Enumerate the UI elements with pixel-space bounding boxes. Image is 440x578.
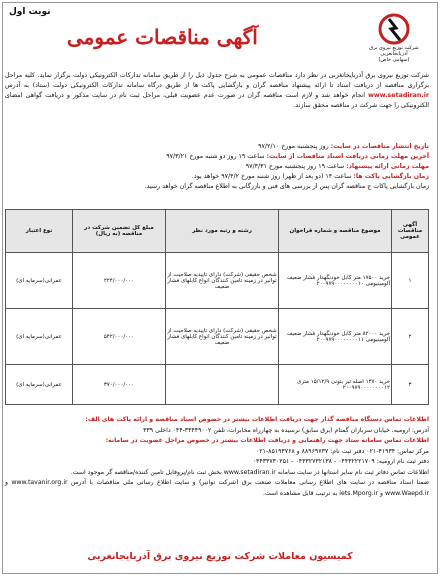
date-doc-deadline: آخرین مهلت زمانی دریافت اسناد مناقصات از سایت: ساعت ۱۹ روز دو شنبه مورخ ۹۷/۳/۲۱: [166, 153, 429, 160]
portal-heading: اطلاعات تماس سامانه ستاد جهت راهنمایی و دریافت اطلاعات بیشتر در خصوص مراحل عضویت در سامانه:: [105, 437, 429, 444]
round-label: نوبت اول: [9, 7, 51, 17]
intro-paragraph: شرکت توزیع نیروی برق آذربایجانغربی در نظر دارد مناقصات عمومی به شرح جدول ذیل را از طریق سامانه تدارکات الکترونیکی دولت برگزار نماید. کلیه مراحل برگزاری مناقصه از دریافت اسناد تا ارائه پیشنهاد مناقصه گران و بازگشایی پاکت ها از طریق درگاه سامانه تدارکات الکترونیکی دولت (ستاد) به آدرس www.setadiran.ir انجام خواهد شد و لازم است مناقصه گران در صورت عدم عضویت قبلی، مراحل ثبت نام در سایت مذکور و دریافت گواهی امضای الکترونیکی را جهت شرکت در مناقصه محقق سازند.: [5, 72, 429, 109]
col-header-credit: نوع اعتبار: [6, 210, 73, 253]
table-row: ۱ خرید ۱۷۵۰۰ متر کابل خودنگهدار فشار ضعیف آلومینیومی ۲۰۰۹۷۹۰۰۰۰۰۰۰۰۱۰ شخص حقیقی (شرکت) دارای تاییدیه صلاحیت از توانیر در زمینه تامین کنندگان انواع کابلهای فشار ضعیف ۲۲۴/۰۰۰/۰۰۰ عمرانی(سرمایه ای): [6, 253, 429, 309]
tender-notice-page: [2, 2, 438, 574]
date-bid-deadline: مهلت زمانی ارائه پیشنهاد: ساعت ۱۹ روز پنجشنبه مورخ ۹۷/۳/۳۱: [245, 163, 429, 170]
tenders-table: [5, 209, 429, 405]
urmia-office: دفتر ثبت نام ارومیه: ۰۴۴۳۲۲۲۱۷۰۹ - ۰۴۴۳۲۷۳۲۱۳۸ - ۰۴۴۳۳۷۳۰۲۵۱: [252, 458, 429, 465]
date-opening: زمان بازگشایی پاکت ها: ساعت ۱۴ (دو بعد از ظهر) روز شنبه مورخ ۹۷/۴/۲ خواهد بود.: [191, 173, 429, 180]
col-header-requirement: رشته و رتبه مورد نظر: [166, 210, 279, 253]
company-logo: [361, 13, 427, 63]
footer-info: [5, 415, 429, 499]
table-row: ۳ خرید ۱۳۷۰ اصله تیر بتونی ۱۵/۱۲/۹ متری ۲۰۰۹۷۹۰۰۰۰۰۰۰۰۱۲ ۳۷۰/۰۰۰/۰۰۰ عمرانی(سرمایه ای): [6, 365, 429, 405]
header: [7, 13, 431, 65]
company-name: شرکت توزیع نیروی برق آذربایجانغربی (سهامی خاص): [369, 45, 419, 63]
date-publish: تاریخ انتشار مناقصات در سایت: روز پنجشنبه مورخ ۹۷/۲/۱۰: [258, 143, 429, 150]
commission-signature: کمیسیون معاملات شرکت توزیع نیروی برق آذربایجانغربی: [87, 551, 353, 562]
col-header-number: آگهی مناقصات عمومی: [392, 210, 429, 253]
center-contact: مرکز تماس: ۴۱۹۳۴-۰۲۱ دفتر ثبت نام: ۸۸۹۶۹۷۳۷ و ۸۵۱۹۳۷۶۸-۰۲۱: [255, 447, 429, 455]
websites-line: ضمنا اسناد مناقصه در سایت های اطلاع رسانی معاملات صنعت برق (شرکت توانیر) و سایت اطلاع رسانی ملی مناقصات با آدرس www.tavanir.org.ir و www.Waepd.ir و iets.Mporg.ir به ترتیب قابل مشاهده است.: [5, 479, 429, 497]
notice-title: آگهی مناقصات عمومی: [67, 25, 258, 49]
col-header-amount: مبلغ کل تضمین شرکت در مناقصه (به ریال): [73, 210, 166, 253]
col-header-subject: موضوع مناقصه و شماره فراخوان: [279, 210, 392, 253]
setad-site-link[interactable]: www.setadiran.ir: [368, 92, 429, 99]
power-logo-icon: [374, 13, 414, 45]
opening-note: زمان بازگشایی پاکات ج مناقصه گران پس از بررسی های فنی و بازرگانی به اطلاع مناقصه گران خواهد رسید.: [144, 183, 429, 190]
contact-heading: اطلاعات تماس دستگاه مناقصه گذار جهت دریافت اطلاعات بیشتر در خصوص اسناد مناقصه و ارائه پاکت های الف:: [85, 416, 429, 423]
address-line: آدرس: ارومیه، خیابان سربازان گمنام (برق سابق) نرسیده به چهارراه مخابرات، تلفن ۳۳۴۴۹۰۰۲-۰۴۴ داخلی ۳۳۹: [143, 426, 429, 434]
table-row: ۲ خرید ۸۲۰۰۰ متر کابل خودنگهدار فشار ضعیف آلومینیومی ۲۰۰۹۷۹۰۰۰۰۰۰۰۰۱۱ شخص حقیقی (شرکت) دارای تاییدیه صلاحیت از توانیر در زمینه تامین کنندگان انواع کابلهای فشار ضعیف ۵۴۲/۰۰۰/۰۰۰ عمرانی(سرمایه ای): [6, 309, 429, 365]
other-offices: اطلاعات تماس دفاتر ثبت نام سایر استانها در سایت سامانه www.setadiran.ir بخش ثبت نام/پروفایل تامین کننده/مناقصه گر موجود است.: [70, 468, 429, 476]
table-header-row: [6, 210, 429, 253]
